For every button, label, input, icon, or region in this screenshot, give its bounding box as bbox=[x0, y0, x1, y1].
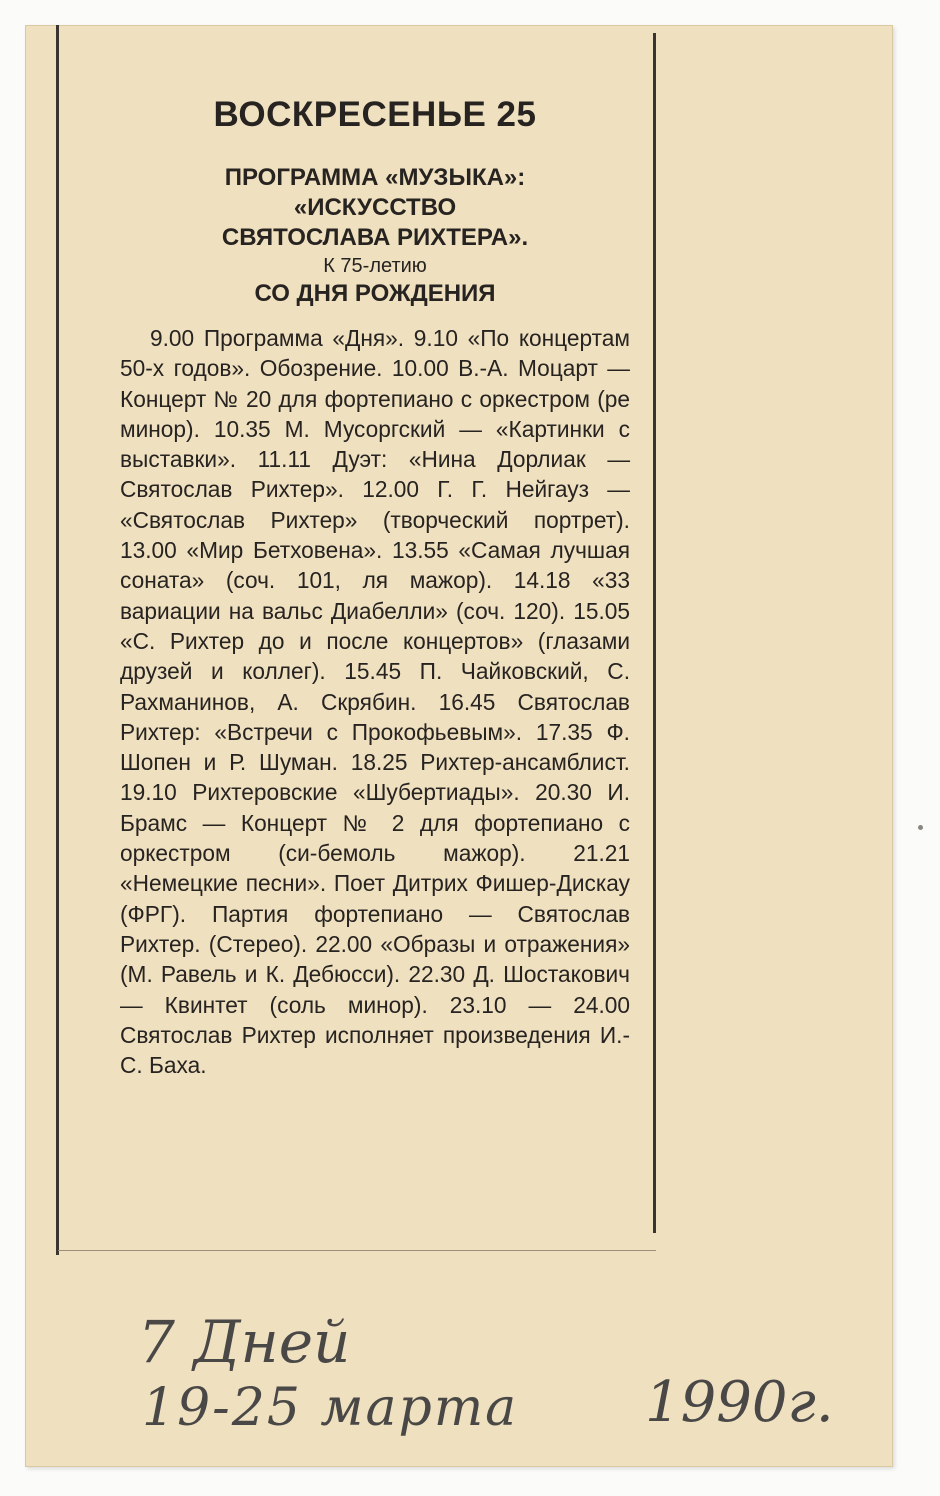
subhead-line-5: СО ДНЯ РОЖДЕНИЯ bbox=[254, 280, 496, 307]
handwritten-dates: 19-25 марта bbox=[142, 1378, 519, 1438]
newspaper-clipping bbox=[25, 25, 893, 1467]
program-subheading bbox=[120, 163, 630, 309]
program-listing: 9.00 Программа «Дня». 9.10 «По концертам 50-х годов». Обозрение. 10.00 В.-А. Моцарт — Концерт № 20 для фортепиано с оркестром (ре минор). 10.35 М. Мусоргский — «Картинки с выставки». 11.11 Дуэт: «Нина Дорлиак — Святослав Рихтер». 12.00 Г. Г. Нейгауз — «Святослав Рихтер» (творческий портрет). 13.00 «Мир Бетховена». 13.55 «Самая лучшая соната» (соч. 101, ля мажор). 14.18 «33 вариации на вальс Диабелли» (соч. 120). 15.05 «С. Рихтер до и после концертов» (глазами друзей и коллег). 15.45 П. Чайковский, С. Рахманинов, А. Скрябин. 16.45 Святослав Рихтер: «Встречи с Прокофьевым». 17.35 Ф. Шопен и Р. Шуман. 18.25 Рихтер-ансамблист. 19.10 Рихтеровские «Шубертиады». 20.30 И. Брамс — Концерт № 2 для фортепиано с оркестром (си-бемоль мажор). 21.21 «Немецкие песни». Поет Дитрих Фишер-Дискау (ФРГ). Партия фортепиано — Святослав Рихтер. (Стерео). 22.00 «Образы и отражения» (М. Равель и К. Дебюсси). 22.30 Д. Шостакович — Квинтет (соль минор). 23.10 — 24.00 Святослав Рихтер исполняет произведения И.-С. Баха. bbox=[120, 325, 630, 1079]
subhead-line-4: К 75-летию bbox=[323, 255, 427, 277]
handwritten-source: 7 Дней bbox=[138, 1308, 351, 1376]
subhead-line-3: СВЯТОСЛАВА РИХТЕРА». bbox=[221, 224, 529, 251]
paper-speck bbox=[918, 825, 923, 830]
subhead-line-1: ПРОГРАММА «МУЗЫКА»: bbox=[224, 164, 526, 191]
bottom-rule bbox=[58, 1250, 656, 1251]
handwritten-year: 1990г. bbox=[645, 1370, 834, 1435]
program-column bbox=[120, 63, 630, 1080]
right-column-rule bbox=[653, 33, 656, 1233]
left-column-rule bbox=[56, 25, 59, 1255]
day-heading: ВОСКРЕСЕНЬЕ 25 bbox=[213, 95, 537, 134]
subhead-line-2: «ИСКУССТВО bbox=[293, 194, 457, 221]
